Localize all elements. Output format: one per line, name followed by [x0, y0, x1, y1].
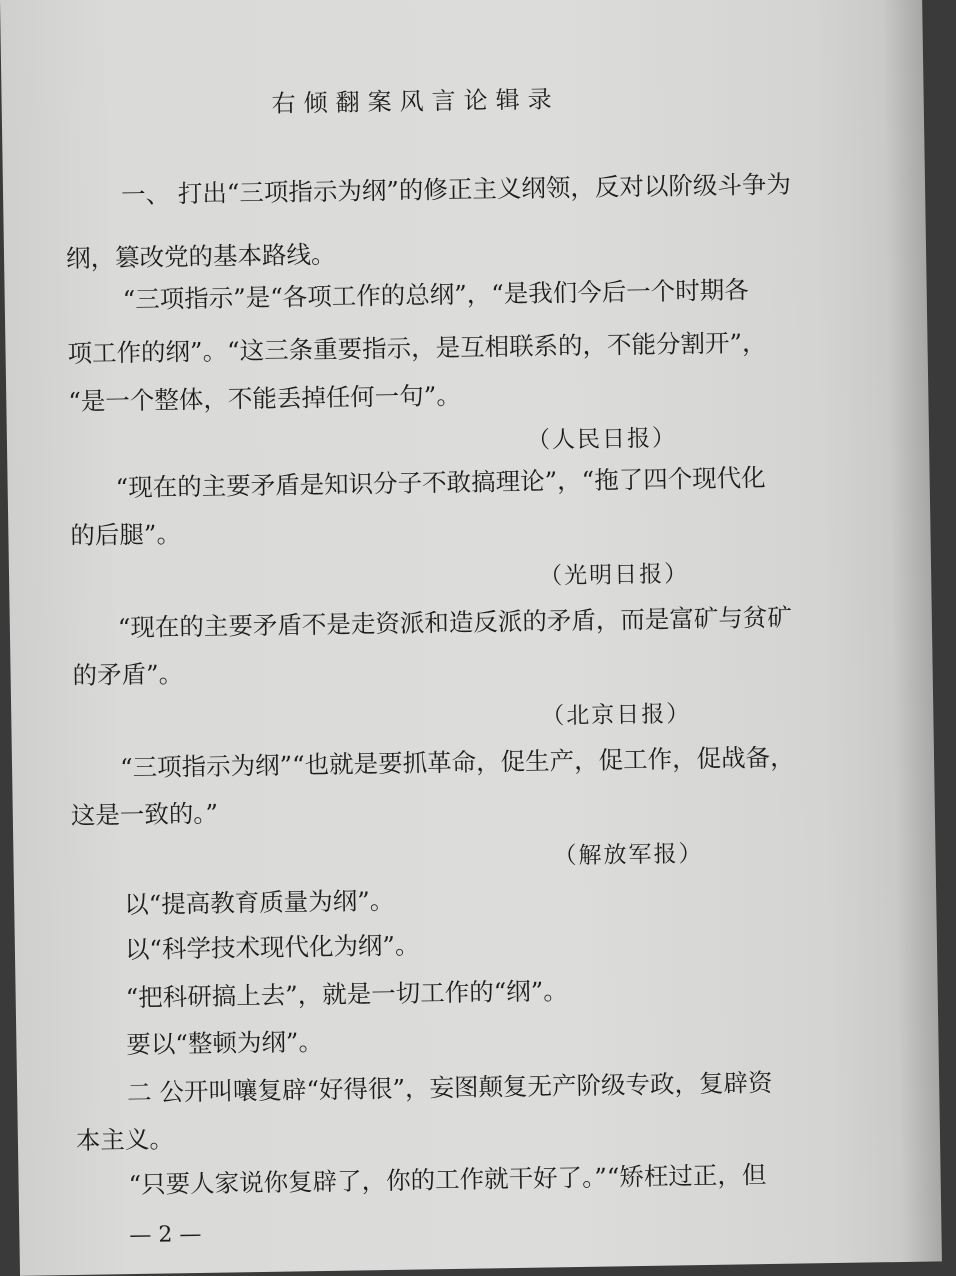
text-line: “三项指示”是“各项工作的总纲”，“是我们今后一个时期各: [122, 275, 749, 315]
text-line: 本主义。: [75, 1124, 175, 1155]
text-line: 这是一致的。”: [70, 798, 219, 830]
page-edge-shadow: [882, 0, 942, 1262]
text-line: 要以“整顿为纲”。: [126, 1027, 324, 1060]
text-line: “现在的主要矛盾不是走资派和造反派的矛盾，而是富矿与贫矿: [117, 602, 793, 643]
text-line: 的后腿”。: [70, 519, 182, 550]
text-line: 一、 打出“三项指示为纲”的修正主义纲领，反对以阶级斗争为: [120, 169, 792, 210]
text-line: “三项指示为纲”“也就是要抓革命，促生产，促工作，促战备，: [119, 742, 795, 783]
text-line: “把科研搞上去”，就是一切工作的“纲”。: [125, 976, 568, 1013]
text-line: 项工作的纲”。“这三条重要指示，是互相联系的，不能分割开”，: [67, 328, 767, 368]
source-label: （人民日报）: [526, 425, 678, 454]
source-label: （北京日报）: [541, 701, 692, 730]
text-line: 二 公开叫嚷复辟“好得很”，妄图颠复无产阶级专政，复辟资: [126, 1068, 773, 1108]
text-line: “是一个整体，不能丢掉任何一句”。: [68, 380, 462, 416]
page-title: 右倾翻案风言论辑录: [271, 85, 560, 118]
source-label: （光明日报）: [538, 561, 690, 590]
page-number: — 2 —: [129, 1221, 202, 1249]
text-line: “只要人家说你复辟了，你的工作就干好了。”“矫枉过正，但: [128, 1160, 767, 1200]
text-line: 以“科学技术现代化为纲”。: [124, 930, 420, 965]
text-line: 以“提高教育质量为纲”。: [123, 885, 395, 920]
source-label: （解放军报）: [553, 841, 704, 870]
text-line: 的矛盾”。: [72, 659, 184, 690]
text-line: 纲，篡改党的基本路线。: [65, 239, 336, 273]
text-line: “现在的主要矛盾是知识分子不敢搞理论”，“拖了四个现代化: [115, 463, 766, 503]
